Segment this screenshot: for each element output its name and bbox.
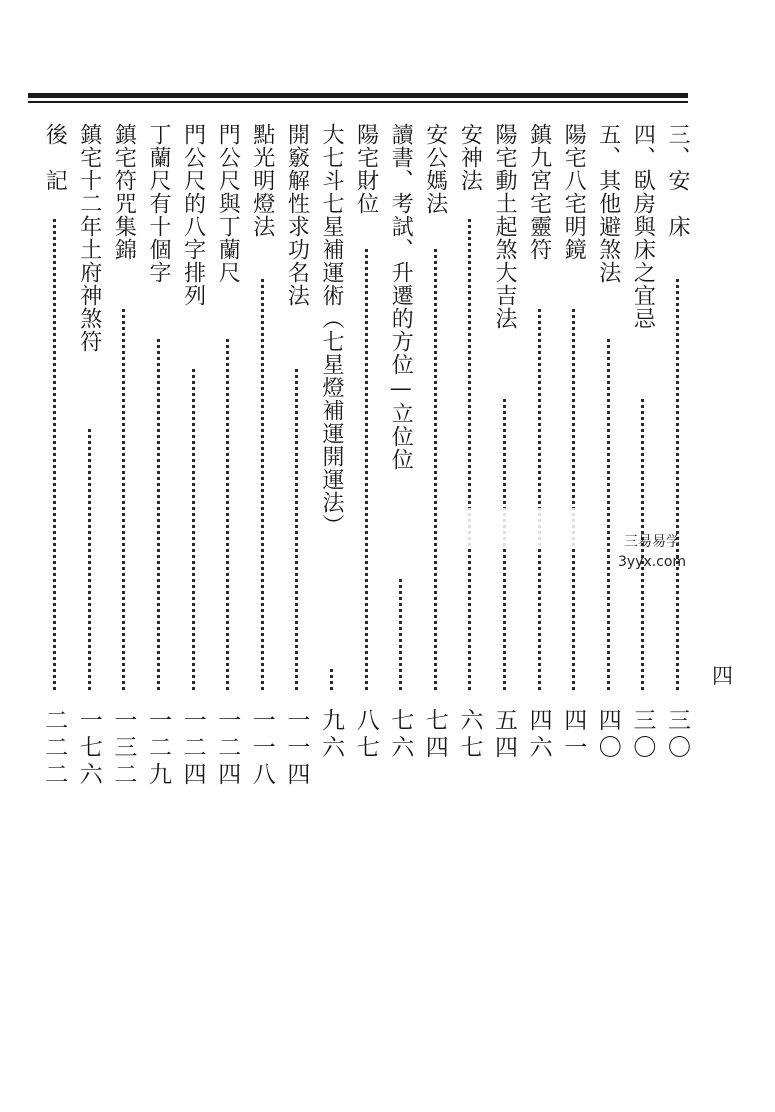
toc-entry-title: 門公尺的八字排列 (180, 123, 206, 307)
toc-entry-page: 一三二 (110, 708, 137, 789)
toc-dot-leader (192, 369, 198, 690)
toc-dot-leader (468, 219, 474, 690)
toc-entry (247, 0, 277, 800)
toc-entry-page: 九六 (318, 708, 344, 762)
toc-entry-page: 五四 (491, 708, 517, 762)
toc-dot-leader (572, 309, 578, 690)
toc-dot-leader (157, 339, 163, 690)
toc-entry (178, 0, 208, 800)
toc-entry (108, 0, 138, 800)
toc-entry-page: 六七 (456, 708, 483, 762)
toc-entry (212, 0, 242, 800)
toc-dot-leader (607, 339, 613, 690)
scan-smudge (450, 508, 600, 546)
page-folio: 四 (712, 664, 733, 688)
toc-entry-title: 大七斗七星補運術（七星燈補運開運法） (319, 123, 344, 537)
toc-entry-page: 一二九 (145, 708, 171, 789)
toc-entry-page: 一七六 (75, 708, 102, 789)
toc-entry (489, 0, 519, 800)
toc-entry (385, 0, 415, 800)
toc-entry (627, 0, 657, 800)
watermark-url: 3yyx.com (617, 554, 687, 570)
toc-entry (558, 0, 588, 800)
toc-entry (143, 0, 173, 800)
toc-dot-leader (53, 219, 59, 690)
toc-entry-title: 鎮九宮宅靈符 (526, 123, 552, 261)
toc-dot-leader (434, 249, 440, 690)
toc-dot-leader (122, 309, 128, 690)
toc-entry-page: 三〇 (629, 708, 656, 762)
toc-entry (316, 0, 346, 800)
toc-entry (39, 0, 69, 800)
toc-entry-title: 安公媽法 (422, 123, 448, 215)
toc-dot-leader (676, 279, 682, 690)
toc-entry-page: 一二四 (179, 708, 206, 789)
toc-entry-title: 鎮宅符咒集錦 (111, 123, 137, 261)
toc-entry-title: 三、安 床 (665, 123, 690, 238)
watermark (604, 532, 700, 572)
toc-entry-page: 七四 (421, 708, 448, 762)
toc-entry-title: 讀書、考試、升遷的方位—立位位 (388, 123, 414, 471)
watermark-chinese: 三易易学 (624, 534, 680, 550)
toc-entry (662, 0, 692, 800)
toc-entry-page: 四一 (560, 708, 587, 762)
toc-dot-leader (538, 309, 544, 690)
toc-entry-page: 二二二 (41, 708, 68, 789)
toc-entry (281, 0, 311, 800)
toc-entry-page: 七六 (387, 708, 414, 762)
toc-dot-leader (88, 429, 94, 690)
toc-entry-title: 陽宅財位 (353, 123, 379, 215)
toc-entry-title: 門公尺與丁蘭尺 (215, 123, 241, 284)
toc-entry (74, 0, 104, 800)
toc-entry-title: 後 記 (42, 123, 68, 192)
toc-entry-title: 五、其他避煞法 (595, 123, 621, 284)
toc-dot-leader (330, 669, 336, 690)
toc-entry-page: 八七 (352, 708, 379, 762)
toc-dot-leader (261, 279, 267, 690)
toc-entry-title: 陽宅八宅明鏡 (561, 123, 587, 261)
toc-entry-title: 四、臥房與床之宜忌 (630, 123, 656, 330)
toc-entry-title: 鎮宅十二年土府神煞符 (76, 123, 102, 353)
toc-dot-leader (399, 579, 405, 690)
toc-entry (420, 0, 450, 800)
toc-entry (454, 0, 484, 800)
toc-dot-leader (365, 249, 371, 690)
toc-dot-leader (226, 339, 232, 690)
toc-entry-title: 丁蘭尺有十個字 (146, 123, 171, 284)
toc-entry-page: 四六 (525, 708, 552, 762)
toc-entry-page: 四〇 (594, 708, 621, 762)
toc-entry (593, 0, 623, 800)
toc-entry-title: 開竅解性求功名法 (284, 123, 310, 307)
toc-entry-page: 一二四 (214, 708, 241, 789)
toc-entry-page: 一一四 (283, 708, 310, 789)
toc-entry-page: 一一八 (248, 708, 275, 789)
toc-dot-leader (295, 369, 301, 690)
toc-entry (524, 0, 554, 800)
toc-entry (351, 0, 381, 800)
toc-entry-title: 陽宅動土起煞大吉法 (492, 123, 517, 330)
toc-entry-page: 三〇 (664, 708, 690, 762)
toc-entry-title: 安神法 (457, 123, 483, 192)
toc-entry-title: 點光明燈法 (249, 123, 275, 238)
